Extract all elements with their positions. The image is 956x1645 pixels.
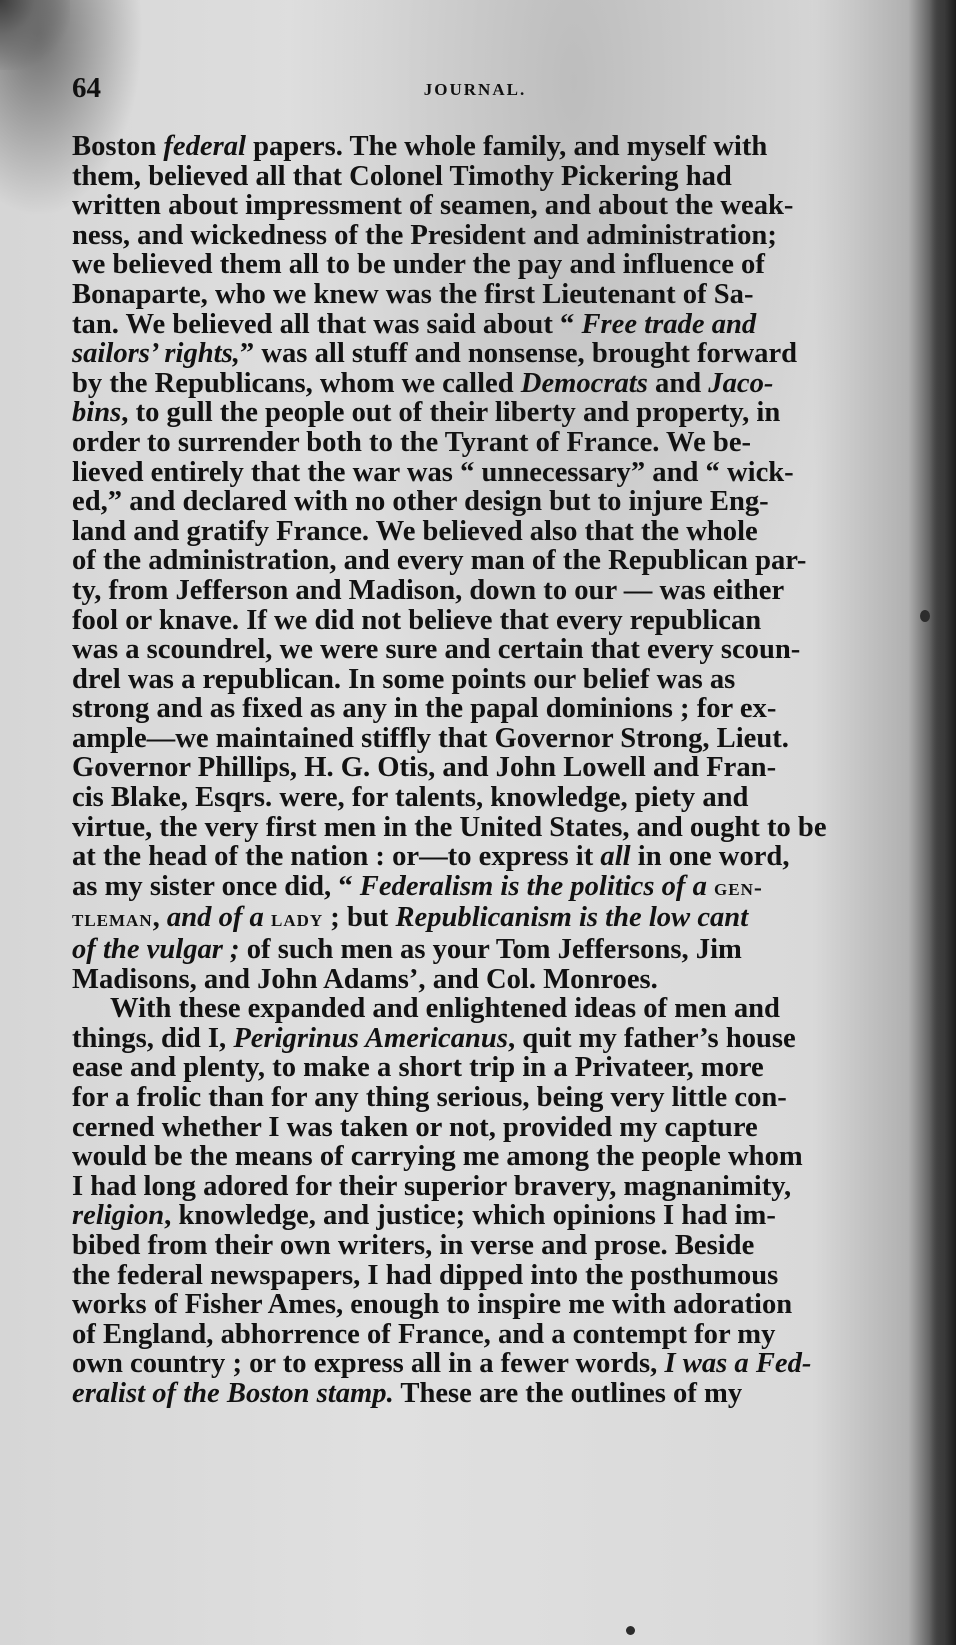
text-line <box>72 1142 892 1172</box>
text-run: of such men as your Tom Jeffersons, Jim <box>239 934 742 966</box>
text-line <box>72 546 892 576</box>
text-line <box>72 191 892 221</box>
text-run: Bonaparte, who we knew was the first Lieutenant of Sa- <box>72 278 754 310</box>
text-run: of England, abhorrence of France, and a contempt for my <box>72 1318 776 1350</box>
text-line <box>72 1113 892 1143</box>
text-line <box>72 994 892 1024</box>
text-line <box>72 813 892 843</box>
smallcaps-run: gen- <box>714 874 763 901</box>
text-line <box>72 1349 892 1379</box>
italic-run: sailors’ rights, <box>72 338 240 370</box>
text-line <box>72 665 892 695</box>
text-run: papers. The whole family, and myself with <box>245 131 768 162</box>
text-run: ness, and wickedness of the President and administration; <box>72 219 777 251</box>
text-run: drel was a republican. In some points our belief was as <box>72 663 736 695</box>
text-line <box>72 517 892 547</box>
text-run: strong and as fixed as any in the papal dominions ; for ex- <box>72 693 777 725</box>
text-line <box>72 310 892 340</box>
page-gutter-shadow <box>930 0 956 1645</box>
text-run: These are the outlines of my <box>393 1377 743 1409</box>
italic-run: Federalism is the politics of a <box>359 870 715 902</box>
text-line <box>72 1290 892 1320</box>
italic-run: Democrats <box>520 367 648 399</box>
text-run: ty, from Jefferson and Madison, down to our — was either <box>72 574 785 606</box>
running-title: JOURNAL. <box>423 80 527 99</box>
italic-run: I was a Fed- <box>664 1348 812 1380</box>
text-run: Madisons, and John Adams’, and Col. Monroes. <box>72 963 658 995</box>
text-line <box>72 694 892 724</box>
italic-run: federal <box>163 131 246 162</box>
text-line <box>72 339 892 369</box>
italic-run: Jaco- <box>708 367 774 399</box>
text-run: things, did I, <box>72 1022 234 1054</box>
text-run: was a scoundrel, we were sure and certain that every scoun- <box>72 634 801 666</box>
text-run: works of Fisher Ames, enough to inspire me with adoration <box>72 1289 793 1321</box>
text-run: ed,” and declared with no other design but to injure Eng- <box>72 486 769 518</box>
text-line <box>72 250 892 280</box>
text-run: ease and plenty, to make a short trip in a Privateer, more <box>72 1052 764 1084</box>
text-run: as my sister once did, “ <box>72 870 360 902</box>
text-run: With these expanded and enlightened ideas of men and <box>110 993 780 1025</box>
text-run: bibed from their own writers, in verse and prose. Beside <box>72 1229 755 1261</box>
text-line <box>72 1320 892 1350</box>
text-line <box>72 1083 892 1113</box>
text-run: , knowledge, and justice; which opinions I had im- <box>164 1200 776 1232</box>
text-run: by the Republicans, whom we called <box>72 367 521 399</box>
text-run: would be the means of carrying me among the people whom <box>72 1141 803 1173</box>
text-run: ” was all stuff and nonsense, brought forward <box>239 338 798 370</box>
text-line <box>72 1379 892 1409</box>
text-line <box>72 576 892 606</box>
italic-run: of the vulgar ; <box>72 934 240 966</box>
text-line <box>72 221 892 251</box>
ink-speck <box>920 610 930 622</box>
text-run: of the administration, and every man of the Republican par- <box>72 545 807 577</box>
text-run: cerned whether I was taken or not, provided my capture <box>72 1111 758 1143</box>
page-header <box>72 72 878 112</box>
text-run: , quit my father’s house <box>507 1022 796 1054</box>
text-run: ample—we maintained stiffly that Governor Strong, Lieut. <box>72 722 789 754</box>
text-line <box>72 842 892 872</box>
italic-run: eralist of the Boston stamp. <box>72 1377 394 1409</box>
text-line <box>72 783 892 813</box>
text-run: for a frolic than for any thing serious, being very little con- <box>72 1082 787 1113</box>
text-run: Governor Phillips, H. G. Otis, and John Lowell and Fran- <box>72 752 777 784</box>
text-run: I had long adored for their superior bravery, magnanimity, <box>72 1170 792 1202</box>
ink-speck <box>626 1626 635 1635</box>
text-line <box>72 1172 892 1202</box>
text-line <box>72 487 892 517</box>
body-text <box>72 132 892 1409</box>
text-run: order to surrender both to the Tyrant of France. We be- <box>72 426 752 458</box>
text-line <box>72 458 892 488</box>
text-run: lieved entirely that the war was “ unnecessary” and “ wick- <box>72 456 794 488</box>
text-run: them, believed all that Colonel Timothy Pickering had <box>72 160 732 192</box>
text-line <box>72 1261 892 1291</box>
text-run: and <box>647 367 709 399</box>
text-line <box>72 162 892 192</box>
text-run: , <box>152 902 167 934</box>
text-run: , to gull the people out of their liberty and property, in <box>121 397 781 429</box>
text-line <box>72 903 892 935</box>
smallcaps-run: lady <box>270 906 324 933</box>
text-run: land and gratify France. We believed also that the whole <box>72 515 758 547</box>
text-run: cis Blake, Esqrs. were, for talents, knowledge, piety and <box>72 782 749 814</box>
italic-run: Republicanism is the low cant <box>395 902 749 934</box>
text-run: fool or knave. If we did not believe that every republican <box>72 604 762 636</box>
text-line <box>72 724 892 754</box>
text-line <box>72 1053 892 1083</box>
text-line <box>72 935 892 965</box>
text-run: at the head of the nation : or—to express it <box>72 841 601 873</box>
text-line <box>72 635 892 665</box>
italic-run: Perigrinus Americanus <box>233 1022 508 1054</box>
text-line <box>72 428 892 458</box>
text-run: written about impressment of seamen, and about the weak- <box>72 190 794 222</box>
text-line <box>72 1231 892 1261</box>
text-run: Boston <box>72 131 164 162</box>
italic-run: religion <box>72 1200 165 1232</box>
text-line <box>72 1201 892 1231</box>
page-number: 64 <box>72 72 101 104</box>
italic-run: bins <box>72 397 122 429</box>
text-line <box>72 398 892 428</box>
text-line <box>72 280 892 310</box>
text-run: own country ; or to express all in a fewer words, <box>72 1348 665 1380</box>
text-run: in one word, <box>630 841 790 873</box>
page-corner-shadow <box>0 0 70 70</box>
text-line <box>72 872 892 904</box>
text-line <box>72 369 892 399</box>
italic-run: and of a <box>166 902 271 934</box>
text-line <box>72 965 892 995</box>
text-line <box>72 132 892 162</box>
text-run: ; but <box>323 902 396 934</box>
text-run: the federal newspapers, I had dipped into the posthumous <box>72 1259 779 1291</box>
italic-run: Free trade and <box>581 308 757 340</box>
text-run: tan. We believed all that was said about “ <box>72 308 582 340</box>
text-run: we believed them all to be under the pay and influence of <box>72 249 765 281</box>
text-run: virtue, the very first men in the United States, and ought to be <box>72 811 827 843</box>
smallcaps-run: tleman <box>72 906 153 933</box>
text-line <box>72 606 892 636</box>
text-line <box>72 753 892 783</box>
text-line <box>72 1024 892 1054</box>
italic-run: all <box>600 841 631 873</box>
